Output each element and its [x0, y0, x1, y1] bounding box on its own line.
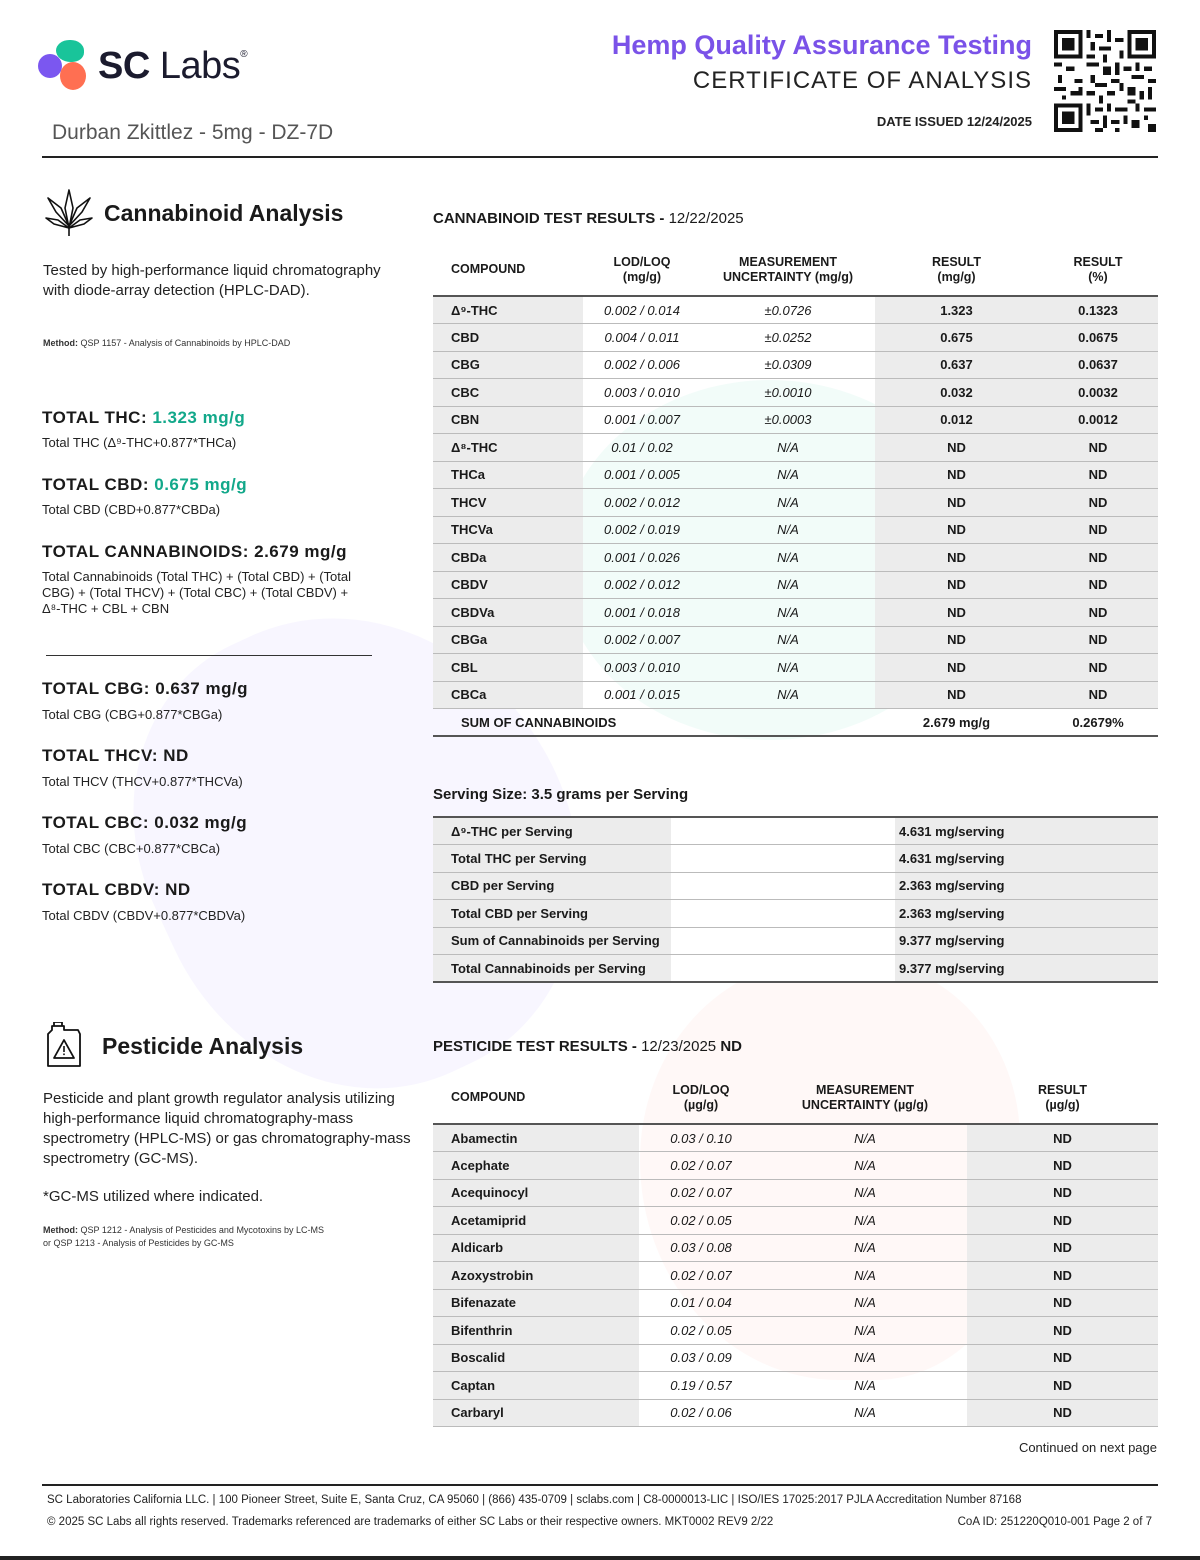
table-cell: 0.001 / 0.026 [583, 544, 701, 572]
serving-row [433, 900, 1158, 928]
table-cell: 0.002 / 0.012 [583, 489, 701, 517]
total-heading [42, 475, 247, 495]
table-cell: N/A [701, 571, 875, 599]
table-cell: ND [875, 461, 1038, 489]
pesticide-results-table [433, 1072, 1158, 1427]
table-row [433, 1124, 1158, 1152]
table-row [433, 1179, 1158, 1207]
column-header: MEASUREMENT UNCERTAINTY (mg/g) [701, 244, 875, 296]
sum-mg: 2.679 mg/g [875, 709, 1038, 737]
total-value: ND [163, 746, 189, 765]
table-row [433, 1372, 1158, 1400]
table-cell: ND [875, 599, 1038, 627]
table-row [433, 1344, 1158, 1372]
table-cell: N/A [701, 599, 875, 627]
serving-label: Total THC per Serving [433, 845, 671, 873]
table-row [433, 1207, 1158, 1235]
table-cell: Acephate [433, 1152, 639, 1180]
sum-pct: 0.2679% [1038, 709, 1158, 737]
table-row [433, 434, 1158, 462]
table-cell: 0.001 / 0.007 [583, 406, 701, 434]
table-cell: Bifenthrin [433, 1317, 639, 1345]
table-cell: ND [967, 1344, 1158, 1372]
table-cell: ND [875, 571, 1038, 599]
table-cell: 0.02 / 0.06 [639, 1399, 763, 1427]
table-cell: ND [1038, 654, 1158, 682]
bottom-bar [0, 1556, 1200, 1560]
column-header: RESULT (%) [1038, 244, 1158, 296]
table-cell: ND [875, 626, 1038, 654]
table-cell: N/A [701, 681, 875, 709]
table-row [433, 351, 1158, 379]
table-row [433, 599, 1158, 627]
table-row [433, 1262, 1158, 1290]
table-cell: N/A [701, 434, 875, 462]
table-cell: ND [1038, 516, 1158, 544]
table-cell: ND [967, 1179, 1158, 1207]
sum-label: SUM OF CANNABINOIDS [433, 709, 875, 737]
serving-spacer [671, 872, 895, 900]
table-cell: Abamectin [433, 1124, 639, 1152]
footer-coa-id: CoA ID: 251220Q010-001 Page 2 of 7 [957, 1516, 1152, 1528]
table-row [433, 1152, 1158, 1180]
table-cell: ND [875, 544, 1038, 572]
total-label: TOTAL CBG: [42, 679, 150, 698]
table-cell: Acetamiprid [433, 1207, 639, 1235]
table-cell: 0.001 / 0.018 [583, 599, 701, 627]
table-cell: ND [967, 1372, 1158, 1400]
serving-label: Total Cannabinoids per Serving [433, 955, 671, 983]
table-cell: N/A [701, 461, 875, 489]
table-cell: N/A [763, 1179, 967, 1207]
total-heading [42, 813, 247, 833]
table-row [433, 626, 1158, 654]
table-row [433, 296, 1158, 324]
column-header: MEASUREMENT UNCERTAINTY (µg/g) [763, 1072, 967, 1124]
total-label: TOTAL THC: [42, 408, 148, 427]
table-row [433, 654, 1158, 682]
total-label: TOTAL CBDV: [42, 880, 160, 899]
table-cell: ND [967, 1262, 1158, 1290]
table-cell: Aldicarb [433, 1234, 639, 1262]
table-cell: ND [967, 1289, 1158, 1317]
logo-text: SC Labs® [98, 44, 248, 87]
table-row [433, 1289, 1158, 1317]
table-cell: CBDa [433, 544, 583, 572]
total-heading [42, 746, 189, 766]
table-cell: N/A [763, 1262, 967, 1290]
total-formula: Total CBC (CBC+0.877*CBCa) [42, 841, 221, 856]
table-row [433, 461, 1158, 489]
cannabis-leaf-icon [44, 188, 94, 238]
total-heading [42, 679, 248, 699]
pesticide-table-title: PESTICIDE TEST RESULTS - 12/23/2025 ND [433, 1038, 742, 1055]
header-divider [42, 156, 1158, 158]
gcms-note: *GC-MS utilized where indicated. [43, 1188, 264, 1205]
table-cell: 0.012 [875, 406, 1038, 434]
table-row [433, 1317, 1158, 1345]
table-cell: Boscalid [433, 1344, 639, 1372]
qr-code-icon[interactable] [1054, 30, 1156, 132]
table-cell: Azoxystrobin [433, 1262, 639, 1290]
table-cell: 0.002 / 0.014 [583, 296, 701, 324]
totals-divider [46, 655, 372, 656]
serving-label: Sum of Cannabinoids per Serving [433, 927, 671, 955]
table-row [433, 571, 1158, 599]
serving-label: Total CBD per Serving [433, 900, 671, 928]
table-cell: ND [1038, 681, 1158, 709]
table-cell: N/A [763, 1317, 967, 1345]
table-cell: CBCa [433, 681, 583, 709]
serving-label: CBD per Serving [433, 872, 671, 900]
table-cell: 0.03 / 0.09 [639, 1344, 763, 1372]
table-cell: N/A [763, 1372, 967, 1400]
table-cell: 0.002 / 0.012 [583, 571, 701, 599]
table-cell: ND [875, 654, 1038, 682]
sc-labs-logo [38, 40, 247, 92]
column-header: LOD/LOQ (µg/g) [639, 1072, 763, 1124]
total-formula: Total CBG (CBG+0.877*CBGa) [42, 707, 223, 722]
serving-spacer [671, 817, 895, 845]
table-cell: ND [875, 681, 1038, 709]
serving-row [433, 817, 1158, 845]
serving-value: 2.363 mg/serving [895, 872, 1158, 900]
table-cell: CBGa [433, 626, 583, 654]
table-cell: 0.02 / 0.05 [639, 1207, 763, 1235]
table-row [433, 544, 1158, 572]
total-formula: Total THCV (THCV+0.877*THCVa) [42, 774, 243, 789]
serving-row [433, 955, 1158, 983]
serving-spacer [671, 845, 895, 873]
table-cell: 0.0637 [1038, 351, 1158, 379]
total-label: TOTAL CBC: [42, 813, 149, 832]
table-cell: CBD [433, 324, 583, 352]
table-cell: N/A [763, 1234, 967, 1262]
column-header: COMPOUND [433, 244, 583, 296]
serving-spacer [671, 900, 895, 928]
table-cell: 0.637 [875, 351, 1038, 379]
table-cell: Δ⁸-THC [433, 434, 583, 462]
table-row [433, 406, 1158, 434]
table-cell: 0.02 / 0.07 [639, 1152, 763, 1180]
table-cell: N/A [763, 1289, 967, 1317]
serving-value: 4.631 mg/serving [895, 845, 1158, 873]
table-cell: ±0.0309 [701, 351, 875, 379]
table-cell: ±0.0252 [701, 324, 875, 352]
total-value: ND [165, 880, 191, 899]
cannabinoid-description: Tested by high-performance liquid chromatography with diode-array detection (HPLC-DAD). [43, 262, 381, 299]
column-header: RESULT (µg/g) [967, 1072, 1158, 1124]
table-cell: 0.02 / 0.07 [639, 1179, 763, 1207]
pesticide-container-icon [44, 1022, 84, 1070]
table-cell: 0.19 / 0.57 [639, 1372, 763, 1400]
pesticide-section-title: Pesticide Analysis [102, 1032, 304, 1059]
table-cell: ND [875, 434, 1038, 462]
serving-value: 2.363 mg/serving [895, 900, 1158, 928]
table-row [433, 379, 1158, 407]
table-row [433, 516, 1158, 544]
table-cell: ND [875, 489, 1038, 517]
footer-address: SC Laboratories California LLC. | 100 Pioneer Street, Suite E, Santa Cruz, CA 95060 | (866) 435-0709 | sclabs.com | C8-0000013-LIC | ISO/IES 17025:2017 PJLA Accreditation Number 87168 [47, 1494, 1022, 1506]
table-cell: 0.03 / 0.10 [639, 1124, 763, 1152]
table-cell: THCa [433, 461, 583, 489]
table-cell: 0.675 [875, 324, 1038, 352]
table-cell: 0.0032 [1038, 379, 1158, 407]
serving-value: 9.377 mg/serving [895, 955, 1158, 983]
table-cell: 0.0012 [1038, 406, 1158, 434]
table-cell: ND [1038, 599, 1158, 627]
table-cell: 0.01 / 0.02 [583, 434, 701, 462]
table-cell: 0.03 / 0.08 [639, 1234, 763, 1262]
total-formula: Total CBD (CBD+0.877*CBDa) [42, 502, 221, 517]
table-cell: ND [967, 1207, 1158, 1235]
table-cell: ND [1038, 626, 1158, 654]
table-cell: ND [967, 1399, 1158, 1427]
table-cell: 0.032 [875, 379, 1038, 407]
hq-title: Hemp Quality Assurance Testing [611, 30, 1032, 60]
table-cell: 0.002 / 0.006 [583, 351, 701, 379]
table-cell: 0.0675 [1038, 324, 1158, 352]
table-cell: CBDV [433, 571, 583, 599]
total-label: TOTAL THCV: [42, 746, 158, 765]
table-cell: 1.323 [875, 296, 1038, 324]
table-row [433, 489, 1158, 517]
serving-row [433, 927, 1158, 955]
table-cell: CBN [433, 406, 583, 434]
table-cell: 0.003 / 0.010 [583, 379, 701, 407]
table-cell: N/A [701, 516, 875, 544]
total-value: 0.032 mg/g [154, 813, 248, 832]
pesticide-method: Method: QSP 1212 - Analysis of Pesticides and Mycotoxins by LC-MS or QSP 1213 - Analysis of Pesticides by GC-MS [43, 1225, 324, 1248]
table-cell: N/A [701, 654, 875, 682]
table-cell: ±0.0726 [701, 296, 875, 324]
total-formula: Total THC (Δ⁹-THC+0.877*THCa) [42, 435, 237, 450]
serving-value: 4.631 mg/serving [895, 817, 1158, 845]
table-cell: CBG [433, 351, 583, 379]
serving-row [433, 872, 1158, 900]
total-value: 2.679 mg/g [254, 542, 347, 561]
table-row [433, 681, 1158, 709]
total-value: 0.675 mg/g [154, 475, 248, 494]
table-row [433, 1234, 1158, 1262]
table-cell: Captan [433, 1372, 639, 1400]
logo-mark-icon [38, 40, 90, 92]
total-heading [42, 408, 245, 428]
table-cell: 0.002 / 0.007 [583, 626, 701, 654]
table-cell: ND [1038, 544, 1158, 572]
product-name: Durban Zkittlez - 5mg - DZ-7D [52, 121, 334, 144]
table-cell: 0.1323 [1038, 296, 1158, 324]
footer-divider [42, 1484, 1158, 1486]
cannabinoid-section-title: Cannabinoid Analysis [104, 199, 344, 226]
coa-title: CERTIFICATE OF ANALYSIS [692, 67, 1032, 94]
serving-row [433, 845, 1158, 873]
serving-label: Δ⁹-THC per Serving [433, 817, 671, 845]
table-cell: Δ⁹-THC [433, 296, 583, 324]
column-header: LOD/LOQ (mg/g) [583, 244, 701, 296]
total-formula: Total Cannabinoids (Total THC) + (Total CBD) + (Total CBG) + (Total THCV) + (Total CBC) + (Total CBDV) + Δ⁸-THC + CBL + CBN [42, 569, 351, 616]
total-heading [42, 542, 347, 562]
table-cell: N/A [701, 544, 875, 572]
table-cell: 0.002 / 0.019 [583, 516, 701, 544]
continued-note: Continued on next page [1018, 1440, 1157, 1455]
total-formula: Total CBDV (CBDV+0.877*CBDVa) [42, 908, 246, 923]
footer-copyright: © 2025 SC Labs all rights reserved. Trademarks referenced are trademarks of either SC Labs or their respective owners. MKT0002 REV9 2/22 [47, 1516, 774, 1528]
table-cell: N/A [763, 1344, 967, 1372]
column-header: COMPOUND [433, 1072, 639, 1124]
total-label: TOTAL CBD: [42, 475, 149, 494]
table-cell: N/A [701, 626, 875, 654]
total-heading [42, 880, 191, 900]
table-row [433, 1399, 1158, 1427]
cannabinoid-results-table [433, 244, 1158, 737]
pesticide-section-header [44, 1022, 303, 1070]
table-cell: N/A [763, 1399, 967, 1427]
table-cell: Acequinocyl [433, 1179, 639, 1207]
date-issued: DATE ISSUED 12/24/2025 [876, 114, 1032, 129]
column-header: RESULT (mg/g) [875, 244, 1038, 296]
table-cell: CBC [433, 379, 583, 407]
table-cell: 0.001 / 0.005 [583, 461, 701, 489]
table-cell: ND [967, 1124, 1158, 1152]
table-cell: 0.02 / 0.07 [639, 1262, 763, 1290]
table-cell: THCVa [433, 516, 583, 544]
table-cell: N/A [763, 1124, 967, 1152]
table-cell: N/A [701, 489, 875, 517]
table-cell: ND [1038, 489, 1158, 517]
table-cell: 0.001 / 0.015 [583, 681, 701, 709]
cannabinoid-section-header [44, 188, 343, 238]
table-cell: N/A [763, 1207, 967, 1235]
table-cell: ND [1038, 434, 1158, 462]
serving-spacer [671, 927, 895, 955]
serving-spacer [671, 955, 895, 983]
serving-size-title: Serving Size: 3.5 grams per Serving [433, 786, 689, 803]
table-cell: CBL [433, 654, 583, 682]
table-cell: ND [967, 1317, 1158, 1345]
cannabinoid-method: Method: QSP 1157 - Analysis of Cannabinoids by HPLC-DAD [43, 338, 291, 348]
table-cell: THCV [433, 489, 583, 517]
table-cell: 0.004 / 0.011 [583, 324, 701, 352]
total-value: 1.323 mg/g [152, 408, 246, 427]
table-cell: Carbaryl [433, 1399, 639, 1427]
table-cell: ±0.0003 [701, 406, 875, 434]
table-cell: ND [1038, 571, 1158, 599]
table-cell: ND [1038, 461, 1158, 489]
pesticide-description: Pesticide and plant growth regulator analysis utilizing high-performance liquid chromatography-mass spectrometry (HPLC-MS) or gas chromatography-mass spectrometry (GC-MS). [43, 1090, 411, 1167]
cannabinoid-table-title: CANNABINOID TEST RESULTS - 12/22/2025 [433, 210, 744, 227]
table-cell: ND [875, 516, 1038, 544]
table-cell: N/A [763, 1152, 967, 1180]
table-cell: ND [967, 1152, 1158, 1180]
total-label: TOTAL CANNABINOIDS: [42, 542, 249, 561]
table-cell: Bifenazate [433, 1289, 639, 1317]
table-row [433, 324, 1158, 352]
table-cell: ±0.0010 [701, 379, 875, 407]
table-cell: 0.01 / 0.04 [639, 1289, 763, 1317]
serving-table [433, 816, 1158, 983]
table-cell: CBDVa [433, 599, 583, 627]
sum-row [433, 709, 1158, 737]
table-cell: 0.02 / 0.05 [639, 1317, 763, 1345]
serving-value: 9.377 mg/serving [895, 927, 1158, 955]
table-cell: 0.003 / 0.010 [583, 654, 701, 682]
table-cell: ND [967, 1234, 1158, 1262]
total-value: 0.637 mg/g [155, 679, 249, 698]
